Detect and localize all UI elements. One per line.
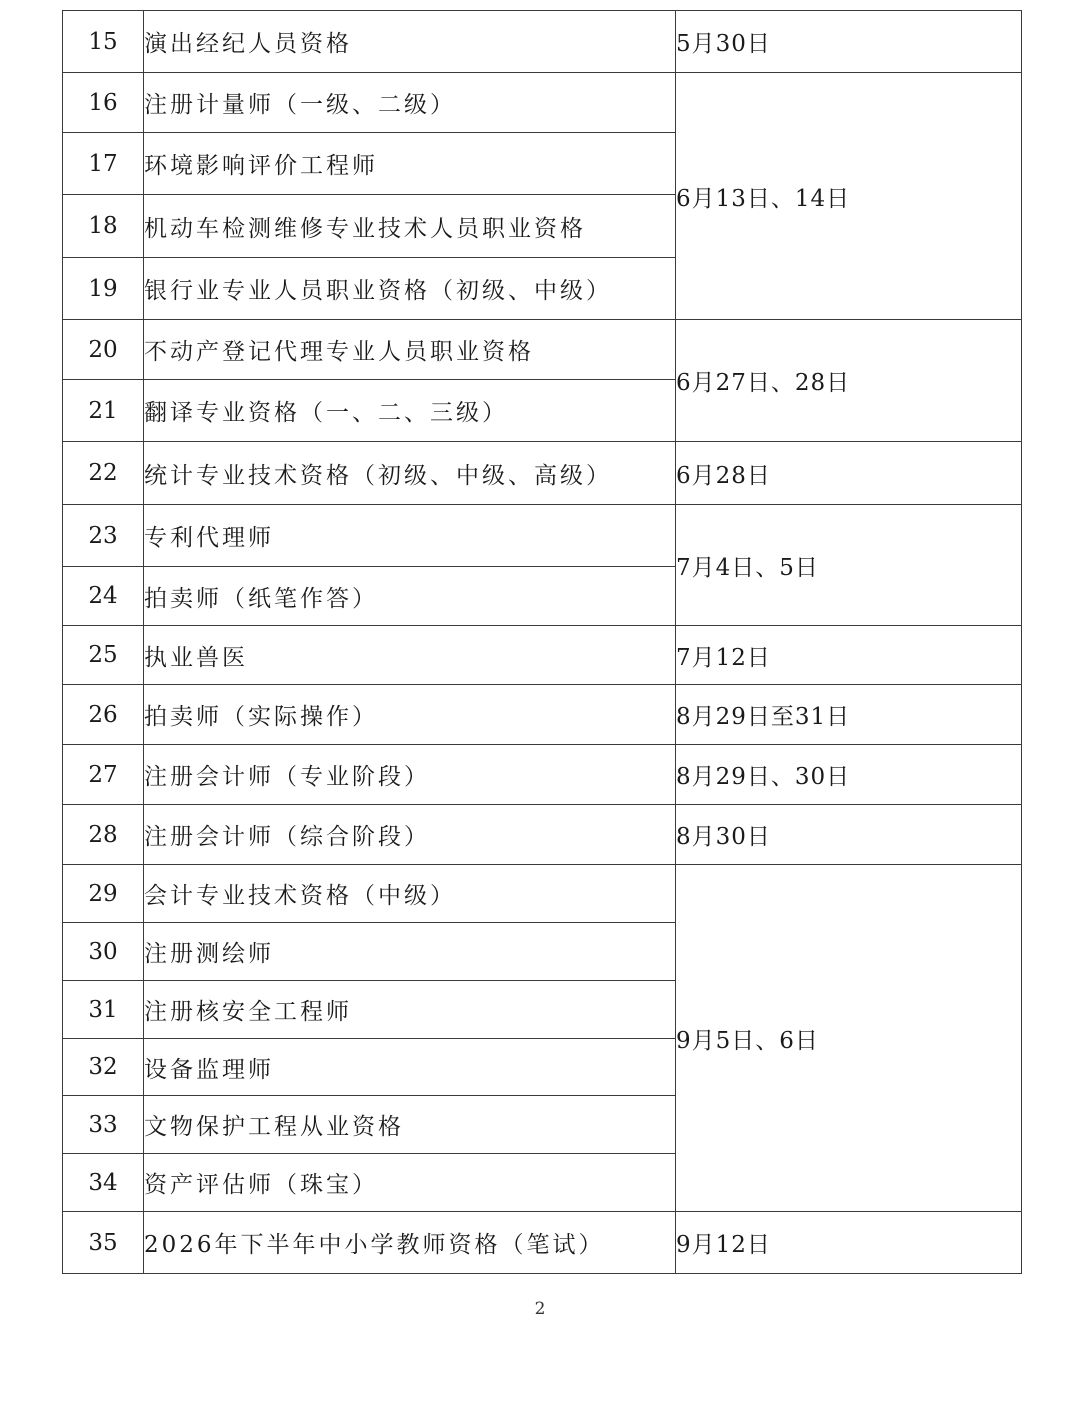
exam-name: 不动产登记代理专业人员职业资格 — [144, 320, 676, 380]
row-number: 23 — [63, 505, 144, 567]
table-row — [63, 865, 1022, 923]
exam-date: 8月29日至31日 — [676, 685, 1022, 745]
row-number: 21 — [63, 380, 144, 442]
table-row — [63, 805, 1022, 865]
exam-name: 文物保护工程从业资格 — [144, 1096, 676, 1154]
row-number: 27 — [63, 745, 144, 805]
table-row — [63, 442, 1022, 505]
exam-name: 执业兽医 — [144, 626, 676, 685]
exam-name: 拍卖师（纸笔作答） — [144, 567, 676, 626]
exam-date: 9月12日 — [676, 1212, 1022, 1274]
exam-name: 统计专业技术资格（初级、中级、高级） — [144, 442, 676, 505]
exam-name: 注册计量师（一级、二级） — [144, 73, 676, 133]
exam-date: 6月13日、14日 — [676, 73, 1022, 320]
row-number: 18 — [63, 195, 144, 258]
row-number: 20 — [63, 320, 144, 380]
table-row — [63, 1212, 1022, 1274]
row-number: 26 — [63, 685, 144, 745]
exam-name: 环境影响评价工程师 — [144, 133, 676, 195]
row-number: 35 — [63, 1212, 144, 1274]
exam-name: 翻译专业资格（一、二、三级） — [144, 380, 676, 442]
row-number: 19 — [63, 258, 144, 320]
row-number: 25 — [63, 626, 144, 685]
exam-name: 会计专业技术资格（中级） — [144, 865, 676, 923]
exam-date: 8月30日 — [676, 805, 1022, 865]
exam-name: 注册会计师（综合阶段） — [144, 805, 676, 865]
row-number: 33 — [63, 1096, 144, 1154]
exam-date: 7月12日 — [676, 626, 1022, 685]
exam-schedule-table — [62, 10, 1022, 1274]
exam-name: 资产评估师（珠宝） — [144, 1154, 676, 1212]
table-row — [63, 685, 1022, 745]
row-number: 28 — [63, 805, 144, 865]
exam-date: 6月27日、28日 — [676, 320, 1022, 442]
exam-date: 5月30日 — [676, 11, 1022, 73]
row-number: 34 — [63, 1154, 144, 1212]
row-number: 15 — [63, 11, 144, 73]
page-number: 2 — [534, 1299, 546, 1319]
exam-name: 设备监理师 — [144, 1039, 676, 1096]
exam-name: 注册会计师（专业阶段） — [144, 745, 676, 805]
exam-name: 拍卖师（实际操作） — [144, 685, 676, 745]
table-row — [63, 73, 1022, 133]
row-number: 17 — [63, 133, 144, 195]
row-number: 24 — [63, 567, 144, 626]
row-number: 32 — [63, 1039, 144, 1096]
table-row — [63, 626, 1022, 685]
row-number: 29 — [63, 865, 144, 923]
exam-date: 7月4日、5日 — [676, 505, 1022, 626]
exam-date: 8月29日、30日 — [676, 745, 1022, 805]
row-number: 30 — [63, 923, 144, 981]
table-row — [63, 745, 1022, 805]
exam-name: 专利代理师 — [144, 505, 676, 567]
exam-name: 注册测绘师 — [144, 923, 676, 981]
table-row — [63, 320, 1022, 380]
exam-date: 9月5日、6日 — [676, 865, 1022, 1212]
exam-name: 演出经纪人员资格 — [144, 11, 676, 73]
table-row — [63, 505, 1022, 567]
row-number: 22 — [63, 442, 144, 505]
row-number: 16 — [63, 73, 144, 133]
exam-date: 6月28日 — [676, 442, 1022, 505]
exam-name: 机动车检测维修专业技术人员职业资格 — [144, 195, 676, 258]
exam-name: 注册核安全工程师 — [144, 981, 676, 1039]
table-row — [63, 11, 1022, 73]
exam-name: 2026年下半年中小学教师资格（笔试） — [144, 1212, 676, 1274]
exam-name: 银行业专业人员职业资格（初级、中级） — [144, 258, 676, 320]
row-number: 31 — [63, 981, 144, 1039]
